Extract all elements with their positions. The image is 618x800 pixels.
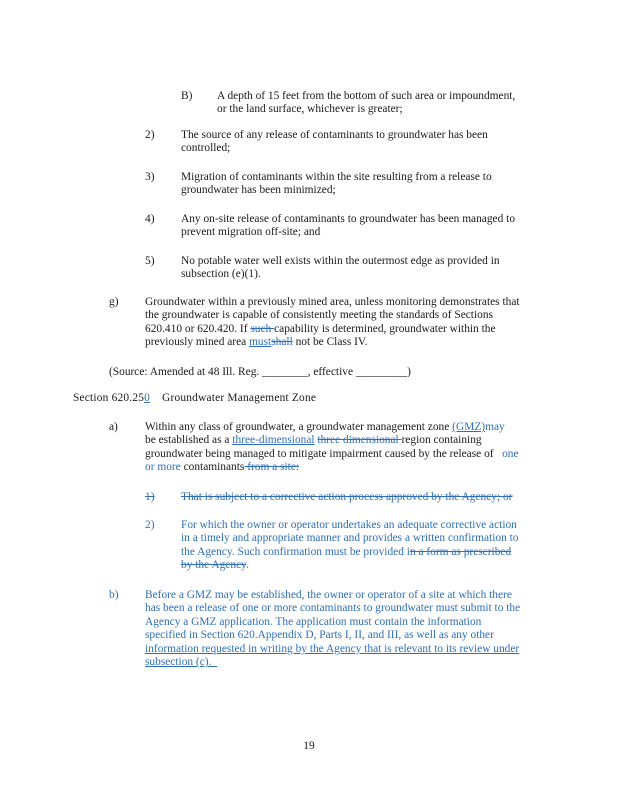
item-text: Migration of contaminants within the site resulting from a release to groundwater has been minimized; bbox=[181, 171, 492, 197]
section-title: Groundwater Management Zone bbox=[162, 392, 317, 404]
deleted-text: such bbox=[250, 322, 275, 335]
item-text: Any on-site release of contaminants to groundwater has been managed to prevent migration off-site; and bbox=[181, 213, 516, 239]
inserted-text: three-dimensional bbox=[232, 434, 315, 447]
item-text: A depth of 15 feet from the bottom of such area or impoundment, or the land surface, whichever is greater; bbox=[217, 90, 516, 116]
item-label: 2) bbox=[145, 129, 155, 141]
page-number: 19 bbox=[303, 740, 315, 752]
item-label: a) bbox=[109, 421, 118, 433]
deleted-text: by the Agency bbox=[181, 559, 247, 572]
item-text: Within any class of groundwater, a groundwater management zone (GMZ)may be established as a three-dimensional three dimensional region containing groundwater being managed to mitigate impairment caused by the release of one or more contaminants from a site: bbox=[145, 421, 519, 474]
item-label: 1) bbox=[145, 491, 155, 503]
deleted-text: from a site: bbox=[244, 461, 300, 474]
item-text: Before a GMZ may be established, the owner or operator of a site at which there has been a release of one or more contaminants to groundwater must submit to the Agency a GMZ application. The application must contain the information specified in Section 620.Appendix D, Parts I, II, and III, as well as any other information requested in writing by the Agency that is relevant to its review under subsection (c). bbox=[145, 589, 521, 669]
item-label: B) bbox=[181, 90, 193, 102]
deleted-text: That is subject to a corrective action process approved by the Agency; or bbox=[181, 491, 513, 503]
item-label: 4) bbox=[145, 213, 155, 225]
deleted-text: n a form as prescribed bbox=[409, 545, 512, 558]
source-note: (Source: Amended at 48 Ill. Reg. ________, effective _________) bbox=[109, 366, 411, 378]
item-label: g) bbox=[109, 296, 119, 308]
item-text: No potable water well exists within the outermost edge as provided in subsection (e)(1). bbox=[181, 255, 500, 281]
item-text: For which the owner or operator undertakes an adequate corrective action in a timely and appropriate manner and provides a written confirmation to the Agency. Such confirmation must be provided in a form as prescribed by the Agency. bbox=[181, 519, 519, 572]
inserted-text: 0 bbox=[144, 392, 151, 404]
section-heading: Section 620.250 Groundwater Management Zone bbox=[73, 392, 317, 404]
deleted-text: three dimensional bbox=[317, 434, 402, 447]
item-text: Groundwater within a previously mined area, unless monitoring demonstrates that the groundwater is capable of consistently meeting the standards of Sections 620.410 or 620.420. If such capability is determined, groundwater within the previously mined area mustshall not be Class IV. bbox=[145, 296, 520, 349]
item-label: 5) bbox=[145, 255, 155, 267]
deleted-text: shall bbox=[271, 336, 293, 349]
item-label: b) bbox=[109, 589, 119, 601]
item-text: The source of any release of contaminants to groundwater has been controlled; bbox=[181, 129, 488, 155]
inserted-text: one bbox=[502, 447, 519, 460]
inserted-text: must bbox=[249, 336, 272, 349]
item-label: 2) bbox=[145, 519, 155, 531]
inserted-text: (GMZ) bbox=[452, 421, 486, 433]
inserted-text: or more bbox=[145, 461, 181, 474]
item-label: 3) bbox=[145, 171, 155, 183]
